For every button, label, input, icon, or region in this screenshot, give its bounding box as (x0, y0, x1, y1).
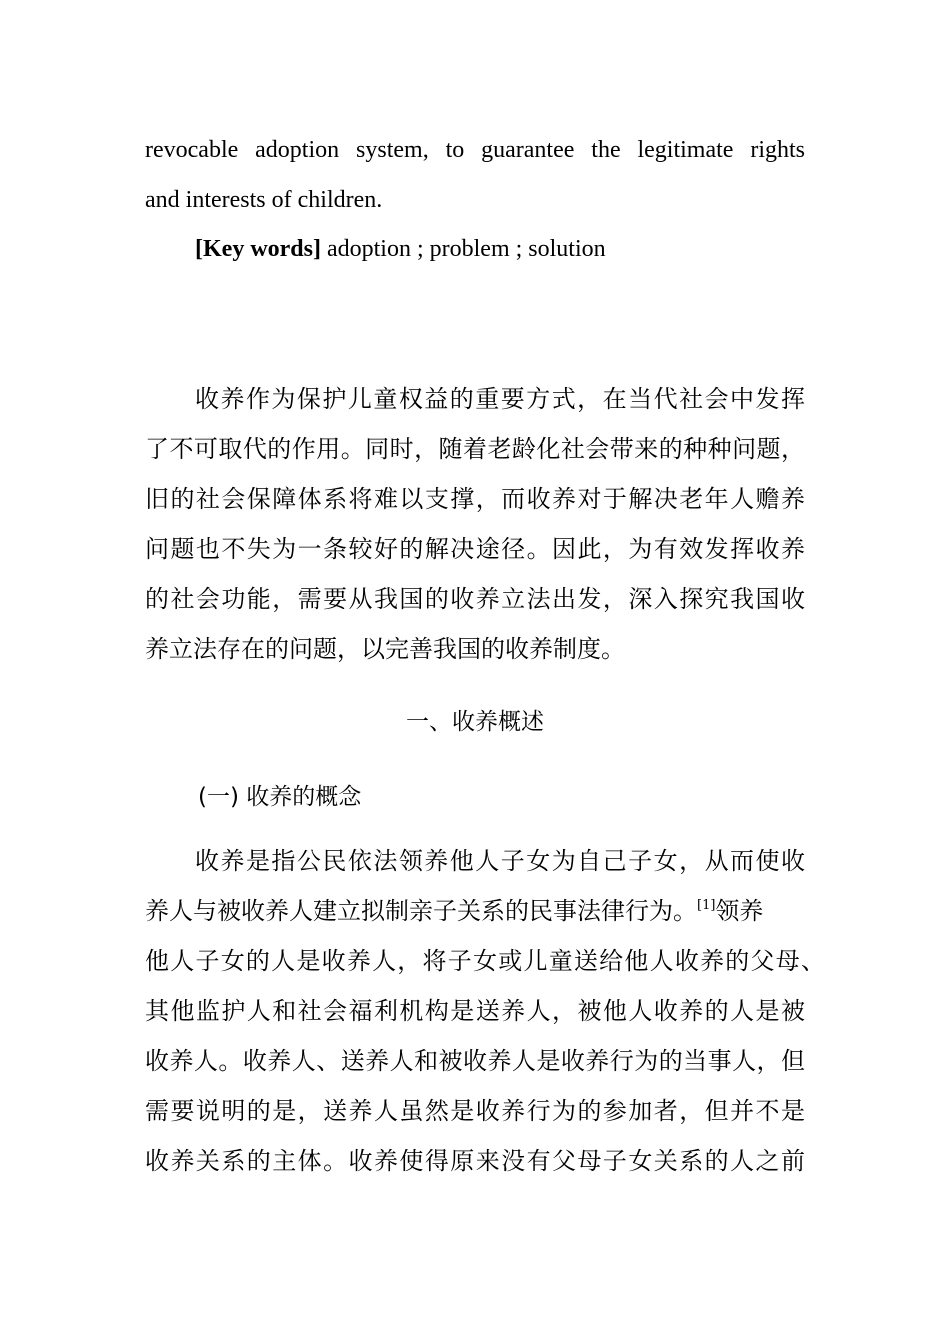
keywords-line (195, 234, 606, 264)
abstract-line-2: and interests of children. (145, 187, 383, 213)
intro-line-2: 了不可取代的作用。同时，随着老龄化社会带来的种种问题， (145, 435, 805, 463)
keywords-label: [Key words] (195, 236, 321, 262)
section-heading: 一、收养概述 (406, 709, 544, 735)
intro-line-6: 养立法存在的问题，以完善我国的收养制度。 (145, 635, 625, 663)
intro-line-5: 的社会功能，需要从我国的收养立法出发，深入探究我国收 (145, 585, 805, 613)
subsection-heading: (一) 收养的概念 (198, 784, 362, 810)
intro-line-3: 旧的社会保障体系将难以支撑，而收养对于解决老年人赡养 (145, 485, 805, 513)
body-line-2-tail: 领养 (715, 897, 764, 925)
abstract-line-1: revocable adoption system, to guarantee the legitimate rights (145, 137, 805, 163)
citation-marker: [1] (697, 898, 716, 913)
body-line-3: 他人子女的人是收养人，将子女或儿童送给他人收养的父母、 (145, 947, 825, 975)
body-line-6: 需要说明的是，送养人虽然是收养行为的参加者，但并不是 (145, 1097, 805, 1125)
body-line-4: 其他监护人和社会福利机构是送养人，被他人收养的人是被 (145, 997, 805, 1025)
body-line-1: 收养是指公民依法领养他人子女为自己子女，从而使收 (195, 847, 805, 875)
body-line-5: 收养人。收养人、送养人和被收养人是收养行为的当事人，但 (145, 1047, 805, 1075)
intro-line-1: 收养作为保护儿童权益的重要方式，在当代社会中发挥 (195, 385, 805, 413)
body-line-7: 收养关系的主体。收养使得原来没有父母子女关系的人之前 (145, 1147, 805, 1175)
body-line-2 (145, 895, 763, 927)
keywords-text: adoption ; problem ; solution (320, 236, 606, 262)
intro-line-4: 问题也不失为一条较好的解决途径。因此，为有效发挥收养 (145, 535, 805, 563)
body-line-2-text: 养人与被收养人建立拟制亲子关系的民事法律行为。 (145, 897, 697, 925)
